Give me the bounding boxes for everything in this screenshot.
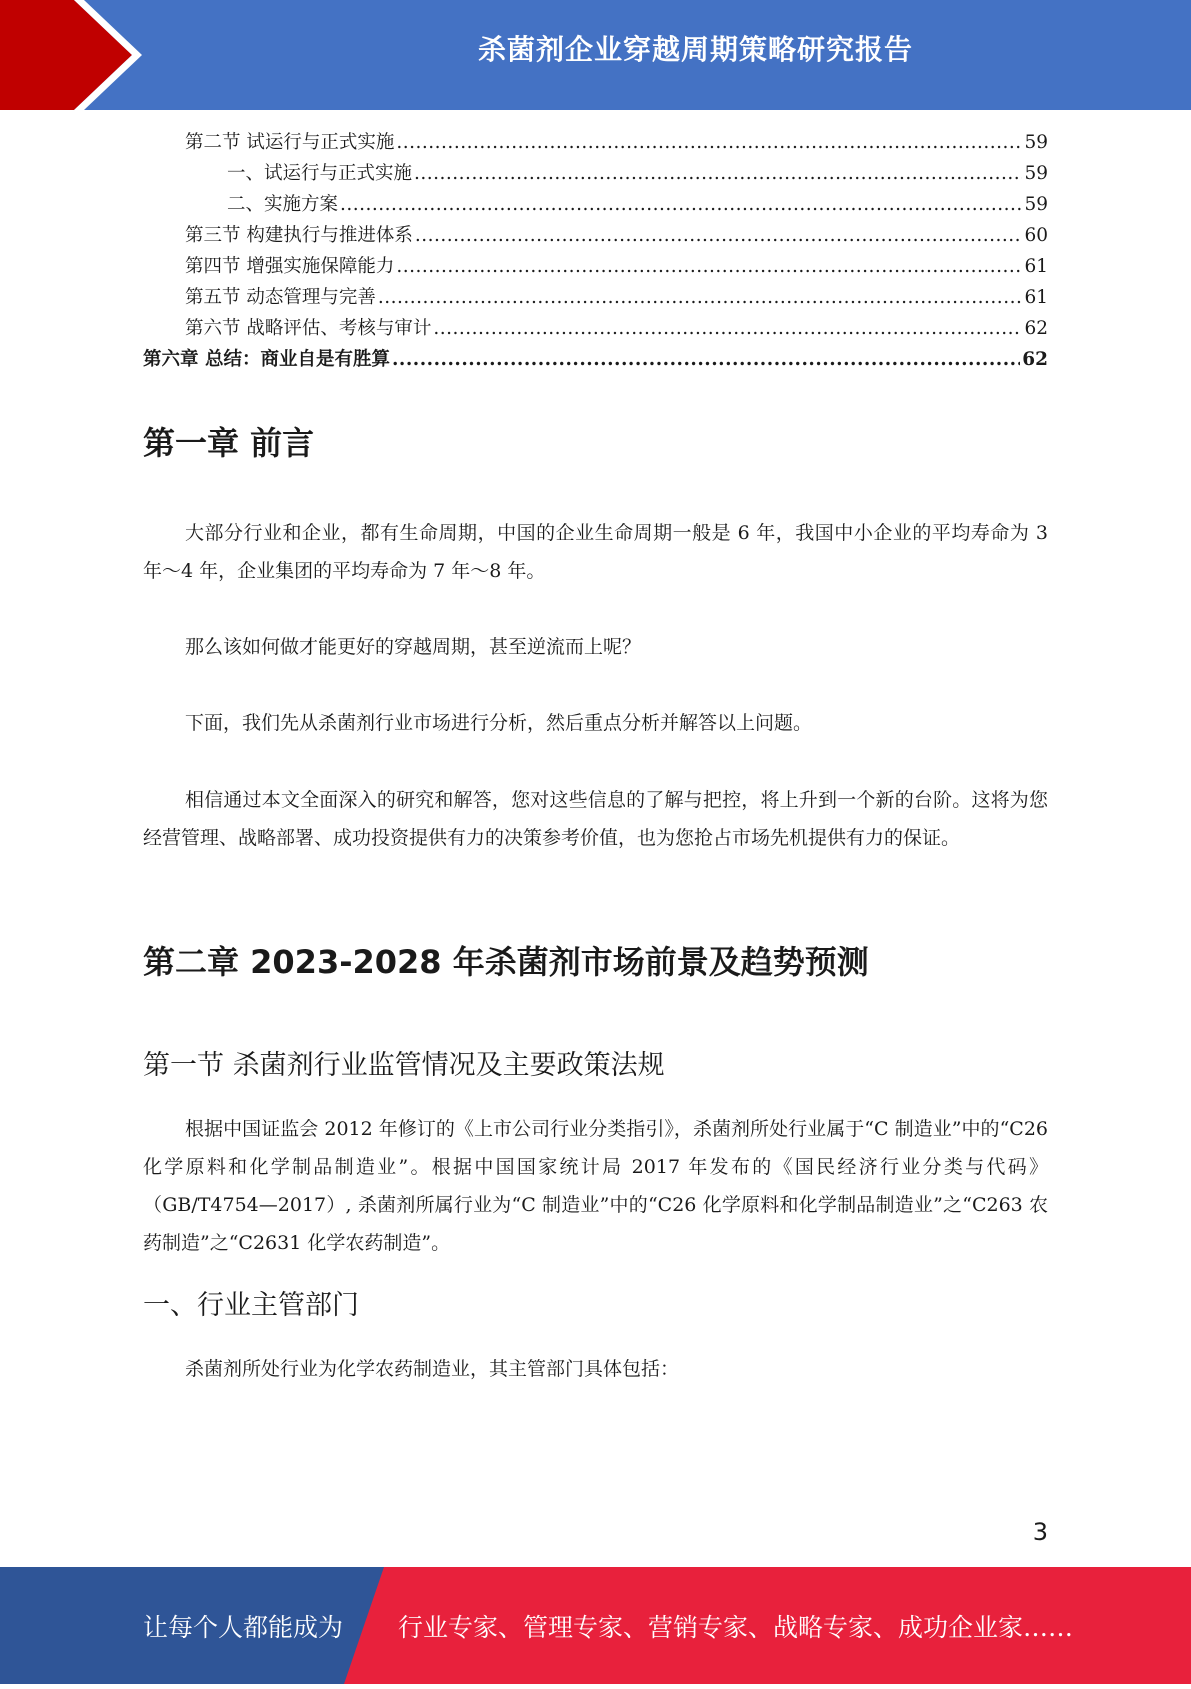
chapter-1-heading: 第一章 前言 [143,424,315,462]
toc-entry[interactable] [143,283,1048,314]
report-title: 杀菌剂企业穿越周期策略研究报告 [477,33,913,66]
toc-entry-page: 62 [1022,349,1048,370]
chapter-2-heading: 第二章 2023-2028 年杀菌剂市场前景及趋势预测 [143,943,869,981]
toc-entry-page: 61 [1024,287,1048,308]
toc-leader [414,163,1022,184]
toc-entry[interactable] [143,190,1048,221]
toc-leader [340,194,1022,215]
toc-entry[interactable] [143,159,1048,190]
toc-entry-title: 第二节 试运行与正式实施 [185,132,395,153]
subsection-1-paragraph: 杀菌剂所处行业为化学农药制造业，其主管部门具体包括： [185,1358,680,1380]
footer-slogan-left: 让每个人都能成为 [143,1613,344,1642]
section-1-heading: 第一节 杀菌剂行业监管情况及主要政策法规 [143,1050,665,1081]
toc-entry-title: 第三节 构建执行与推进体系 [185,225,413,246]
toc-entry-title: 第六节 战略评估、考核与审计 [185,318,432,339]
toc-leader [433,318,1022,339]
toc-entry[interactable] [143,314,1048,345]
toc-leader [415,225,1023,246]
chapter-1-paragraph-3: 下面，我们先从杀菌剂行业市场进行分析，然后重点分析并解答以上问题。 [185,712,813,734]
toc-entry[interactable] [143,221,1048,252]
subsection-1-heading: 一、行业主管部门 [143,1290,359,1321]
header-arrow-decoration [0,0,160,110]
toc-entry-page: 59 [1024,132,1048,153]
footer-slogan-right: 行业专家、管理专家、营销专家、战略专家、成功企业家…… [398,1613,1074,1642]
toc-entry-title: 二、实施方案 [227,194,339,215]
toc-leader [396,132,1022,153]
chapter-1-paragraph-4: 相信通过本文全面深入的研究和解答，您对这些信息的了解与把控，将上升到一个新的台阶。这将为您经营管理、战略部署、成功投资提供有力的决策参考价值，也为您抢占市场先机提供有力的保证。 [143,789,1048,849]
page-number: 3 [1032,1518,1048,1546]
toc-entry-page: 62 [1024,318,1048,339]
chapter-1-paragraph-1: 大部分行业和企业，都有生命周期，中国的企业生命周期一般是 6 年，我国中小企业的平均寿命为 3 年～4 年，企业集团的平均寿命为 7 年～8 年。 [143,522,1048,582]
toc-entry-chapter[interactable] [143,345,1048,376]
toc-entry[interactable] [143,128,1048,159]
chapter-1-paragraph-2: 那么该如何做才能更好的穿越周期，甚至逆流而上呢？ [185,636,642,658]
page-footer [0,1567,1191,1684]
toc-entry-page: 59 [1024,194,1048,215]
table-of-contents [143,128,1048,376]
toc-entry-title: 第四节 增强实施保障能力 [185,256,395,277]
section-1-paragraph: 根据中国证监会 2012 年修订的《上市公司行业分类指引》，杀菌剂所处行业属于“C 制造业”中的“C26 化学原料和化学制品制造业”。根据中国国家统计局 2017 年发布的《国民经济行业分类与代码》（GB/T4754—2017）, 杀菌剂所属行业为“C 制造业”中的“C26 化学原料和化学制品制造业”之“C263 农药制造”之“C2631 化学农药制造”。 [143,1118,1048,1254]
toc-entry-page: 60 [1024,225,1048,246]
toc-entry-title: 第六章 总结：商业自是有胜算 [143,349,390,370]
toc-entry-page: 59 [1024,163,1048,184]
toc-leader [378,287,1023,308]
toc-entry-title: 一、试运行与正式实施 [227,163,413,184]
toc-entry[interactable] [143,252,1048,283]
toc-entry-page: 61 [1024,256,1048,277]
toc-leader [392,349,1020,370]
toc-leader [396,256,1022,277]
toc-entry-title: 第五节 动态管理与完善 [185,287,376,308]
page-header [0,0,1191,110]
